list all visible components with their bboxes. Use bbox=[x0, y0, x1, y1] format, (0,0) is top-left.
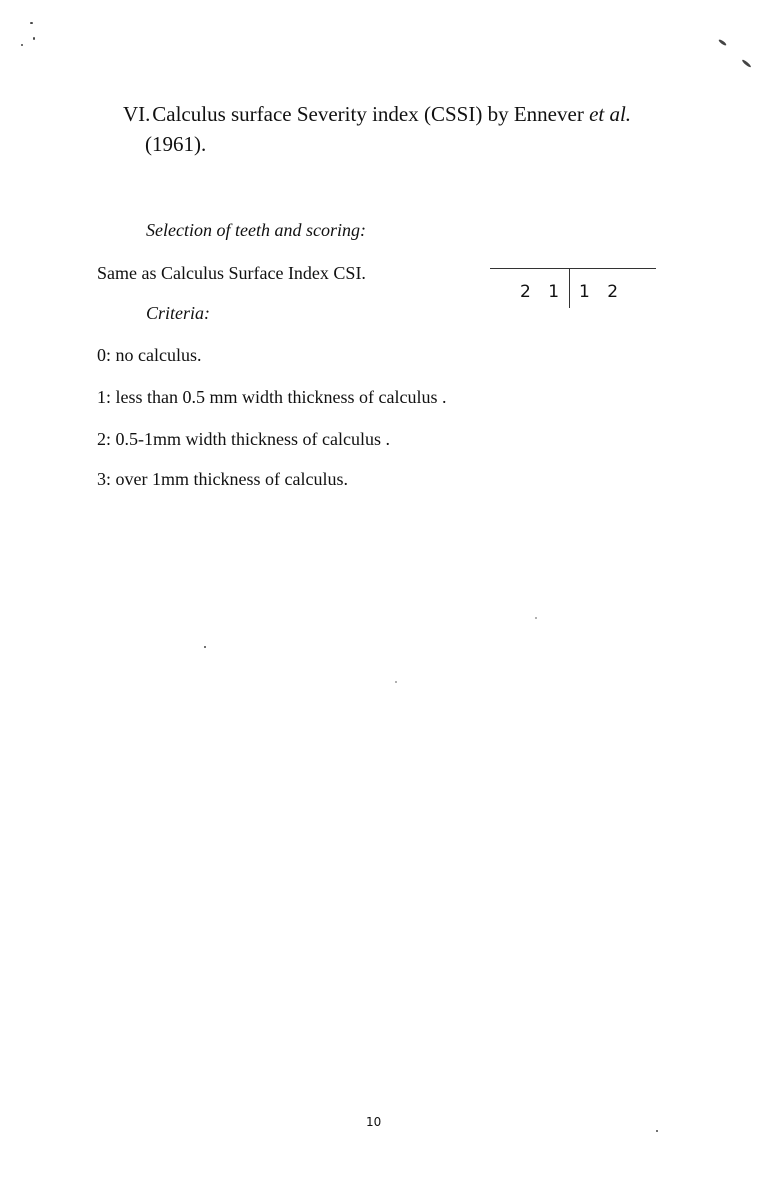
section-title: Calculus surface Severity index (CSSI) by Ennever bbox=[152, 102, 590, 126]
section-number: VI. bbox=[123, 102, 151, 126]
scan-speck bbox=[718, 39, 727, 47]
tooth-chart-horizontal-line bbox=[490, 268, 656, 269]
criteria-item-2: 2: 0.5-1mm width thickness of calculus . bbox=[97, 429, 390, 449]
scan-speck bbox=[395, 681, 397, 683]
criteria-item-3: 3: over 1mm thickness of calculus. bbox=[97, 469, 348, 489]
scan-speck bbox=[33, 37, 35, 40]
tooth-chart-vertical-line bbox=[569, 268, 570, 308]
criteria-label: Criteria: bbox=[146, 303, 211, 323]
criteria-item-1: 1: less than 0.5 mm width thickness of calculus . bbox=[97, 387, 447, 407]
scan-speck bbox=[204, 646, 206, 648]
scan-speck bbox=[21, 44, 23, 46]
scan-speck bbox=[30, 22, 33, 24]
tooth-notation-chart bbox=[490, 268, 656, 310]
page-number: 10 bbox=[366, 1115, 382, 1129]
scan-speck bbox=[656, 1130, 658, 1132]
section-title-year: (1961). bbox=[145, 132, 207, 156]
criteria-item-0: 0: no calculus. bbox=[97, 345, 202, 365]
tooth-chart-right-quadrant: 1 2 bbox=[579, 282, 625, 302]
tooth-chart-left-quadrant: 2 1 bbox=[520, 282, 566, 302]
scan-speck bbox=[535, 617, 537, 619]
section-heading bbox=[123, 99, 631, 159]
selection-label: Selection of teeth and scoring: bbox=[146, 220, 366, 240]
section-title-italic: et al. bbox=[589, 102, 632, 126]
same-as-line: Same as Calculus Surface Index CSI. bbox=[97, 263, 366, 283]
scan-speck bbox=[741, 59, 751, 68]
